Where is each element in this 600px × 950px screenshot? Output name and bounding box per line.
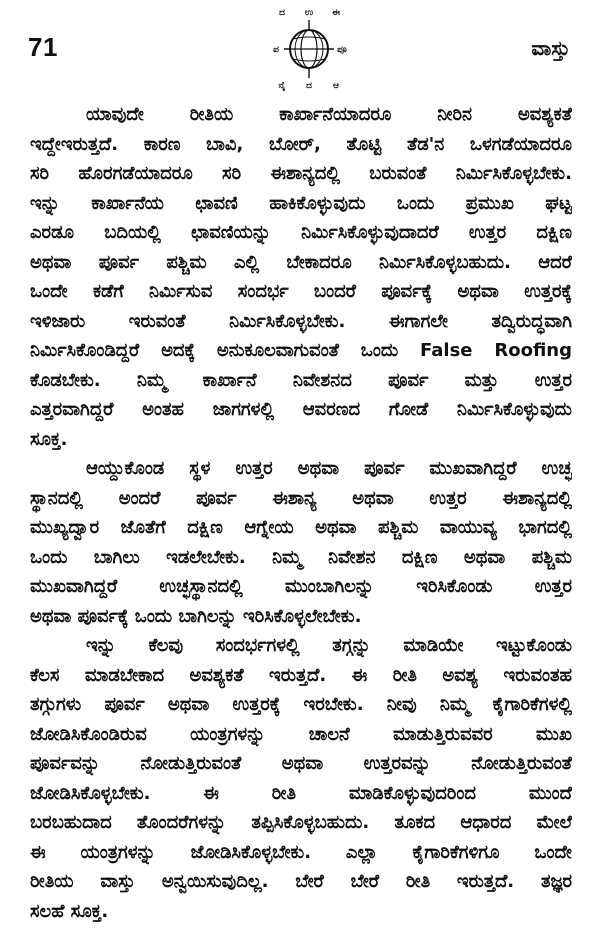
text-line: ತಗ್ಗುಗಳು ಪೂರ್ವ ಅಥವಾ ಉತ್ತರಕ್ಕೆ ಇರಬೇಕು. ನೀವು ನಿಮ್ಮ ಕೈಗಾರಿಕೆಗಳಲ್ಲಿ: [30, 694, 572, 715]
text-line: ಈ ಯಂತ್ರಗಳನ್ನು ಜೋಡಿಸಿಕೊಳ್ಳಬೇಕು. ಎಲ್ಲಾ ಕೈಗಾರಿಕೆಗಳಿಗೂ ಒಂದೇ: [30, 841, 572, 863]
text-line: ಎತ್ತರವಾಗಿದ್ದರೆ ಅಂತಹ ಜಾಗಗಳಲ್ಲಿ ಆವರಣದ ಗೋಡೆ ನಿರ್ಮಿಸಿಕೊಳ್ಳುವುದು: [30, 399, 572, 420]
ornament-letter-left: ಪ: [273, 45, 279, 55]
ornament-letter-top-mid: ಉ: [304, 8, 314, 18]
globe-icon: [284, 20, 334, 78]
body-text: [30, 100, 572, 926]
text-line: ಯಾವುದೇ ರೀತಿಯ ಕಾರ್ಖಾನೆಯಾದರೂ ನೀರಿನ ಅವಶ್ಯಕತೆ: [86, 104, 572, 125]
text-line: ಕೊಡಬೇಕು. ನಿಮ್ಮ ಕಾರ್ಖಾನೆ ನಿವೇಶನದ ಪೂರ್ವ ಮತ್ತು ಉತ್ತರ: [30, 369, 572, 391]
text-line: ಸೂಕ್ತ.: [30, 428, 68, 450]
text-line: ಅಥವಾ ಪೂರ್ವ ಪಶ್ಚಿಮ ಎಲ್ಲಿ ಬೇಕಾದರೂ ನಿರ್ಮಿಸಿಕೊಳ್ಳಬಹುದು. ಆದರೆ: [30, 251, 572, 273]
text-line: ಕೆಲಸ ಮಾಡಬೇಕಾದ ಅವಶ್ಯಕತೆ ಇರುತ್ತದೆ. ಈ ರೀತಿ ಅವಶ್ಯ ಇರುವಂತಹ: [30, 664, 572, 686]
running-head: ವಾಸ್ತು: [531, 36, 570, 60]
ornament-letter-top-right: ಈ: [332, 8, 340, 18]
text-line: ಸ್ಥಾನದಲ್ಲಿ ಅಂದರೆ ಪೂರ್ವ ಈಶಾನ್ಯ ಅಥವಾ ಉತ್ತರ ಈಶಾನ್ಯದಲ್ಲಿ: [30, 487, 572, 509]
ornament-letter-top-left: ದ: [279, 8, 285, 18]
ornament-letter-bottom-left: ನೈ: [278, 81, 286, 91]
text-line: ಸರಿ ಹೊರಗಡೆಯಾದರೂ ಸರಿ ಈಶಾನ್ಯದಲ್ಲಿ ಬರುವಂತೆ ನಿರ್ಮಿಸಿಕೊಳ್ಳಬೇಕು.: [30, 163, 572, 184]
text-line: ಇನ್ನು ಕಾರ್ಖಾನೆಯ ಛಾವಣಿ ಹಾಕಿಕೊಳ್ಳುವುದು ಒಂದು ಪ್ರಮುಖ ಘಟ್ಟ: [30, 192, 572, 214]
text-line: ಮುಖವಾಗಿದ್ದರೆ ಉಚ್ಛಸ್ಥಾನದಲ್ಲಿ ಮುಂಬಾಗಿಲನ್ನು ಇರಿಸಿಕೊಂಡು ಉತ್ತರ: [30, 576, 572, 597]
text-line: ಪೂರ್ವವನ್ನು ನೋಡುತ್ತಿರುವಂತೆ ಅಥವಾ ಉತ್ತರವನ್ನು ನೋಡುತ್ತಿರುವಂತೆ: [30, 753, 572, 774]
text-line: ಬರಬಹುದಾದ ತೊಂದರೆಗಳನ್ನು ತಪ್ಪಿಸಿಕೊಳ್ಳಬಹುದು. ತೂಕದ ಆಧಾರದ ಮೇಲೆ: [30, 812, 572, 833]
text-line: ಜೋಡಿಸಿಕೊಂಡಿರುವ ಯಂತ್ರಗಳನ್ನು ಚಾಲನೆ ಮಾಡುತ್ತಿರುವವರ ಮುಖ: [30, 723, 572, 745]
text-line: ಇನ್ನು ಕೆಲವು ಸಂದರ್ಭಗಳಲ್ಲಿ ತಗ್ಗನ್ನು ಮಾಡಿಯೇ ಇಟ್ಟುಕೊಂಡು: [86, 635, 572, 656]
text-line: ಆಯ್ದುಕೊಂಡ ಸ್ಥಳ ಉತ್ತರ ಅಥವಾ ಪೂರ್ವ ಮುಖವಾಗಿದ್ದರೆ ಉಚ್ಛ: [86, 458, 572, 479]
ornament-letter-bottom-mid: ದ: [306, 81, 312, 91]
compass-globe-ornament: [270, 4, 348, 94]
text-line: ನಿರ್ಮಿಸಿಕೊಂಡಿದ್ದರೆ ಅದಕ್ಕೆ ಅನುಕೂಲವಾಗುವಂತೆ ಒಂದು False Roofing: [30, 340, 572, 361]
text-line: ರೀತಿಯ ವಾಸ್ತು ಅನ್ವಯಿಸುವುದಿಲ್ಲ. ಬೇರೆ ಬೇರೆ ರೀತಿ ಇರುತ್ತದೆ. ತಜ್ಞರ: [30, 871, 572, 892]
ornament-letter-bottom-right: ಆ: [333, 81, 339, 91]
text-line: ಸಲಹೆ ಸೂಕ್ತ.: [30, 900, 109, 922]
text-line: ಒಂದೇ ಕಡೆಗೆ ನಿರ್ಮಿಸುವ ಸಂದರ್ಭ ಬಂದರೆ ಪೂರ್ವಕ್ಕೆ ಅಥವಾ ಉತ್ತರಕ್ಕೆ: [30, 281, 572, 302]
page-number: 71: [28, 32, 58, 62]
text-line: ಎರಡೂ ಬದಿಯಲ್ಲಿ ಛಾವಣಿಯನ್ನು ನಿರ್ಮಿಸಿಕೊಳ್ಳುವುದಾದರೆ ಉತ್ತರ ದಕ್ಷಿಣ: [30, 222, 572, 243]
text-line: ಮುಖ್ಯದ್ವಾರ ಜೊತೆಗೆ ದಕ್ಷಿಣ ಆಗ್ನೇಯ ಅಥವಾ ಪಶ್ಚಿಮ ವಾಯುವ್ಯ ಭಾಗದಲ್ಲಿ: [30, 517, 572, 538]
text-line: ಇಳಿಜಾರು ಇರುವಂತೆ ನಿರ್ಮಿಸಿಕೊಳ್ಳಬೇಕು. ಈಗಾಗಲೇ ತದ್ವಿರುದ್ಧವಾಗಿ: [30, 310, 572, 332]
text-line: ಒಂದು ಬಾಗಿಲು ಇಡಲೇಬೇಕು. ನಿಮ್ಮ ನಿವೇಶನ ದಕ್ಷಿಣ ಅಥವಾ ಪಶ್ಚಿಮ: [30, 546, 572, 568]
text-line: ಜೋಡಿಸಿಕೊಳ್ಳಬೇಕು. ಈ ರೀತಿ ಮಾಡಿಕೊಳ್ಳುವುದರಿಂದ ಮುಂದೆ: [30, 782, 572, 804]
text-line: ಅಥವಾ ಪೂರ್ವಕ್ಕೆ ಒಂದು ಬಾಗಿಲನ್ನು ಇರಿಸಿಕೊಳ್ಳಲೇಬೇಕು.: [30, 605, 362, 627]
text-line: ಇದ್ದೇಇರುತ್ತದೆ. ಕಾರಣ ಬಾವಿ, ಬೋರ್, ತೊಟ್ಟಿ ತೆಡ'ನ ಒಳಗಡೆಯಾದರೂ: [30, 133, 572, 155]
ornament-letter-right: ಪೂ: [337, 45, 347, 55]
